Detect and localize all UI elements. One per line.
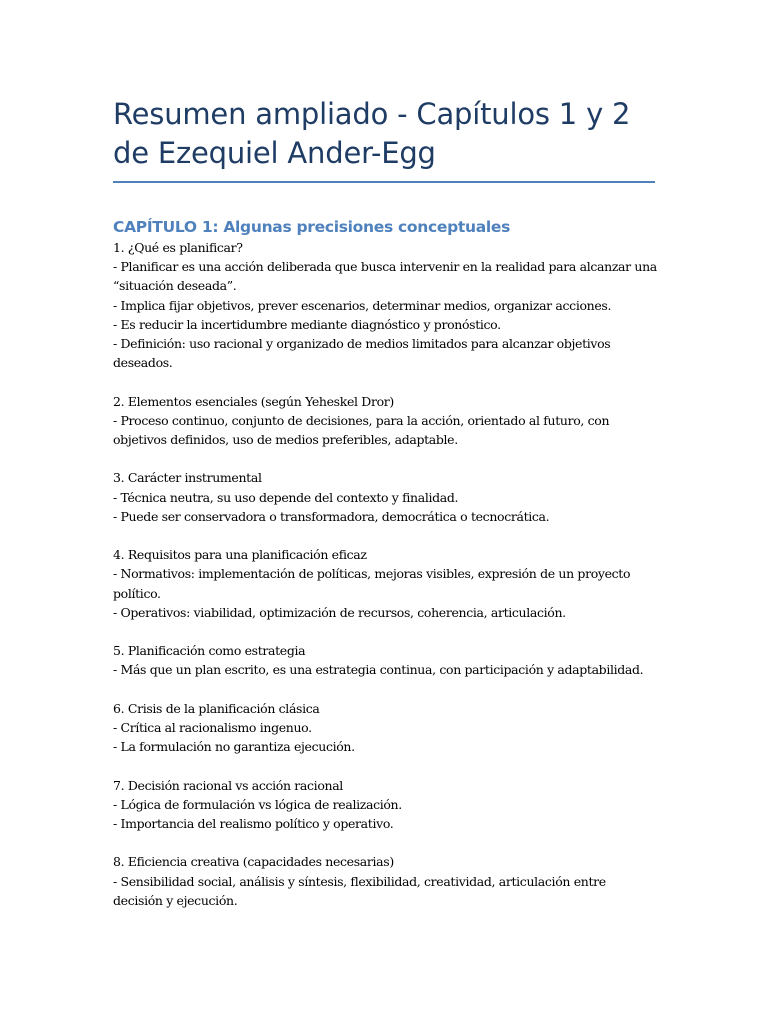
section-line: - Implica fijar objetivos, prever escenarios, determinar medios, organizar acciones. xyxy=(113,297,612,313)
section-4 xyxy=(113,545,657,622)
section-heading: 8. Eficiencia creativa (capacidades necesarias) xyxy=(113,854,394,870)
section-1 xyxy=(113,238,657,372)
section-heading: 2. Elementos esenciales (según Yeheskel Dror) xyxy=(113,393,394,409)
document-page xyxy=(113,0,657,929)
section-heading: 3. Carácter instrumental xyxy=(113,470,262,486)
section-line: - Es reducir la incertidumbre mediante diagnóstico y pronóstico. xyxy=(113,316,501,332)
section-line: - Técnica neutra, su uso depende del contexto y finalidad. xyxy=(113,489,459,505)
section-heading: 6. Crisis de la planificación clásica xyxy=(113,700,320,716)
section-7 xyxy=(113,776,657,834)
title-underline-divider xyxy=(113,181,655,183)
section-heading: 7. Decisión racional vs acción racional xyxy=(113,777,343,793)
section-line: - Más que un plan escrito, es una estrategia continua, con participación y adaptabilidad. xyxy=(113,662,644,678)
section-line: - Importancia del realismo político y operativo. xyxy=(113,816,394,831)
section-line: - Crítica al racionalismo ingenuo. xyxy=(113,720,312,735)
section-line: - Operativos: viabilidad, optimización de recursos, coherencia, articulación. xyxy=(113,604,566,620)
document-title: Resumen ampliado - Capítulos 1 y 2 de Ezequiel Ander-Egg xyxy=(113,97,631,170)
section-heading: 1. ¿Qué es planificar? xyxy=(113,240,243,255)
section-line: - Lógica de formulación vs lógica de realización. xyxy=(113,796,402,812)
section-line: - La formulación no garantiza ejecución. xyxy=(113,739,355,755)
section-heading: 4. Requisitos para una planificación eficaz xyxy=(113,547,367,563)
section-list xyxy=(113,238,657,910)
section-5 xyxy=(113,641,657,679)
section-line: - Proceso continuo, conjunto de decisiones, para la acción, orientado al futuro, con objetivos definidos, uso de medios preferibles, adaptable. xyxy=(113,412,610,448)
section-3 xyxy=(113,468,657,526)
section-line: - Puede ser conservadora o transformadora, democrática o tecnocrática. xyxy=(113,508,550,524)
chapter-heading: CAPÍTULO 1: Algunas precisiones conceptuales xyxy=(113,218,511,236)
section-line: - Normativos: implementación de políticas, mejoras visibles, expresión de un proyecto político. xyxy=(113,566,631,601)
section-line: - Planificar es una acción deliberada que busca intervenir en la realidad para alcanzar una “situación deseada”. xyxy=(113,259,657,294)
section-8 xyxy=(113,852,657,910)
section-line: - Definición: uso racional y organizado de medios limitados para alcanzar objetivos deseados. xyxy=(113,336,611,371)
section-6 xyxy=(113,699,657,757)
section-2 xyxy=(113,392,657,450)
section-line: - Sensibilidad social, análisis y síntesis, flexibilidad, creatividad, articulación entre decisión y ejecución. xyxy=(113,873,606,908)
section-heading: 5. Planificación como estrategia xyxy=(113,643,306,659)
